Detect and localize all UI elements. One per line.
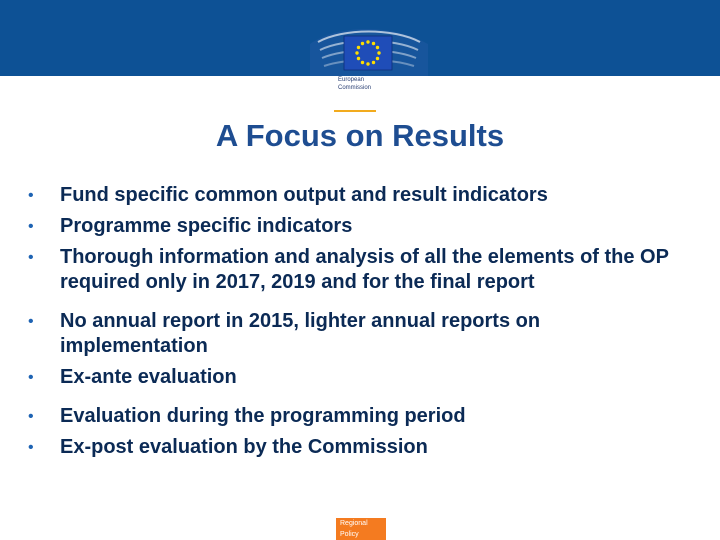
bullet-dot-icon: • [28, 249, 34, 266]
logo-underline [334, 110, 376, 112]
bullet-text: Evaluation during the programming period [60, 405, 466, 427]
bullet-text: Thorough information and analysis of all the elements of the OP required only in 2017, 2019 and for the final report [60, 246, 669, 293]
regional-policy-label: Regional Policy [340, 520, 368, 538]
slide-title: A Focus on Results [215, 118, 505, 153]
european-commission-logo [310, 14, 428, 100]
bullet-item [28, 245, 688, 295]
logo-wordmark: European Commission [338, 77, 372, 91]
bullet-item [28, 183, 688, 208]
bullet-dot-icon: • [28, 408, 34, 425]
bullet-text: Programme specific indicators [60, 215, 353, 237]
bullet-dot-icon: • [28, 369, 34, 386]
bullet-item [28, 365, 688, 390]
bullet-text: Fund specific common output and result indicators [60, 184, 548, 206]
bullet-item [28, 309, 688, 359]
bullet-text: Ex-post evaluation by the Commission [60, 436, 428, 458]
bullet-dot-icon: • [28, 218, 34, 235]
bullet-item [28, 404, 688, 429]
bullet-text: No annual report in 2015, lighter annual reports on implementation [60, 310, 541, 357]
bullet-dot-icon: • [28, 187, 34, 204]
bullet-list [28, 183, 688, 466]
bullet-dot-icon: • [28, 439, 34, 456]
bullet-dot-icon: • [28, 313, 34, 330]
bullet-text: Ex-ante evaluation [60, 366, 237, 388]
bullet-item [28, 435, 688, 460]
bullet-item [28, 214, 688, 239]
